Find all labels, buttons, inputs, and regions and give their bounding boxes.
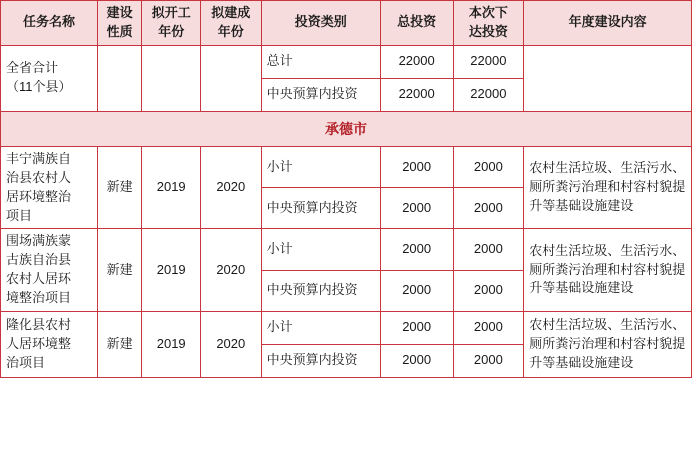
task-name-cell-line-1: 丰宁满族自 [6,150,72,166]
annual-content-cell: 农村生活垃圾、生活污水、厕所粪污治理和村容村貌提升等基础设施建设 [524,229,692,311]
issued-investment-cell: 2000 [453,229,524,270]
start-year-cell: 2019 [142,229,201,311]
construction-nature-cell: 新建 [97,311,141,377]
end-year-cell: 2020 [200,146,261,228]
task-name-cell [1,146,98,228]
construction-nature-cell [97,45,141,111]
column-header-start-year [142,1,201,46]
investment-category-cell: 中央预算内投资 [261,188,380,229]
column-header-end-line1: 拟建成 [211,5,251,20]
total-investment-cell: 2000 [380,344,453,377]
column-header-total-investment: 总投资 [380,1,453,46]
issued-investment-cell: 22000 [453,78,524,111]
task-name-cell-line-1: 隆化县农村 [6,316,72,332]
total-investment-cell: 2000 [380,188,453,229]
column-header-name: 任务名称 [1,1,98,46]
start-year-cell [142,45,201,111]
table-body [1,45,692,377]
column-header-start-line1: 拟开工 [151,5,191,20]
investment-category-cell: 中央预算内投资 [261,270,380,311]
header-row [1,1,692,46]
column-header-issued-line1: 本次下 [468,5,508,20]
issued-investment-cell: 2000 [453,311,524,344]
task-name-cell-line-2: （11个县） [6,79,72,95]
construction-nature-cell: 新建 [97,146,141,228]
column-header-nature-line2: 性质 [106,23,133,39]
investment-category-cell: 小计 [261,229,380,270]
column-header-nature [97,1,141,46]
total-investment-cell: 2000 [380,146,453,187]
end-year-cell [200,45,261,111]
annual-content-cell: 农村生活垃圾、生活污水、厕所粪污治理和村容村貌提升等基础设施建设 [524,311,692,377]
total-investment-cell: 2000 [380,270,453,311]
column-header-issued-line2: 达投资 [468,23,508,39]
task-name-cell-line-1: 全省合计 [6,60,59,76]
total-investment-cell: 2000 [380,229,453,270]
column-header-start-line2: 年份 [158,23,185,39]
table-row [1,146,692,187]
construction-nature-cell: 新建 [97,229,141,311]
investment-category-cell: 总计 [261,45,380,78]
column-header-category: 投资类别 [261,1,380,46]
task-name-cell [1,45,98,111]
total-investment-cell: 22000 [380,45,453,78]
task-name-cell-line-4: 项目 [6,207,33,223]
task-name-cell-line-3: 农村人居环 [6,271,72,287]
task-name-cell [1,229,98,311]
column-header-nature-line1: 建设 [106,5,133,20]
task-name-cell-line-2: 治县农村人 [6,169,72,185]
task-name-cell-line-2: 人居环境整 [6,335,72,351]
task-name-cell-line-2: 古族自治县 [6,252,72,268]
table-row [1,229,692,270]
issued-investment-cell: 2000 [453,146,524,187]
table-row [1,311,692,344]
issued-investment-cell: 22000 [453,45,524,78]
column-header-end-line2: 年份 [217,23,244,39]
investment-category-cell: 小计 [261,146,380,187]
task-name-cell-line-4: 境整治项目 [6,289,72,305]
table-header [1,1,692,46]
start-year-cell: 2019 [142,311,201,377]
annual-content-cell: 农村生活垃圾、生活污水、厕所粪污治理和村容村貌提升等基础设施建设 [524,146,692,228]
investment-category-cell: 中央预算内投资 [261,344,380,377]
table-row [1,45,692,78]
task-name-cell [1,311,98,377]
column-header-end-year [200,1,261,46]
investment-category-cell: 小计 [261,311,380,344]
task-name-cell-line-3: 居环境整治 [6,188,72,204]
section-row [1,111,692,146]
issued-investment-cell: 2000 [453,344,524,377]
section-label: 承德市 [1,111,692,146]
column-header-issued-investment [453,1,524,46]
issued-investment-cell: 2000 [453,188,524,229]
end-year-cell: 2020 [200,311,261,377]
end-year-cell: 2020 [200,229,261,311]
investment-category-cell: 中央预算内投资 [261,78,380,111]
start-year-cell: 2019 [142,146,201,228]
annual-content-cell [524,45,692,111]
issued-investment-cell: 2000 [453,270,524,311]
total-investment-cell: 22000 [380,78,453,111]
task-name-cell-line-3: 治项目 [6,354,46,370]
task-name-cell-line-1: 围场满族蒙 [6,233,72,249]
total-investment-cell: 2000 [380,311,453,344]
column-header-annual-content: 年度建设内容 [524,1,692,46]
